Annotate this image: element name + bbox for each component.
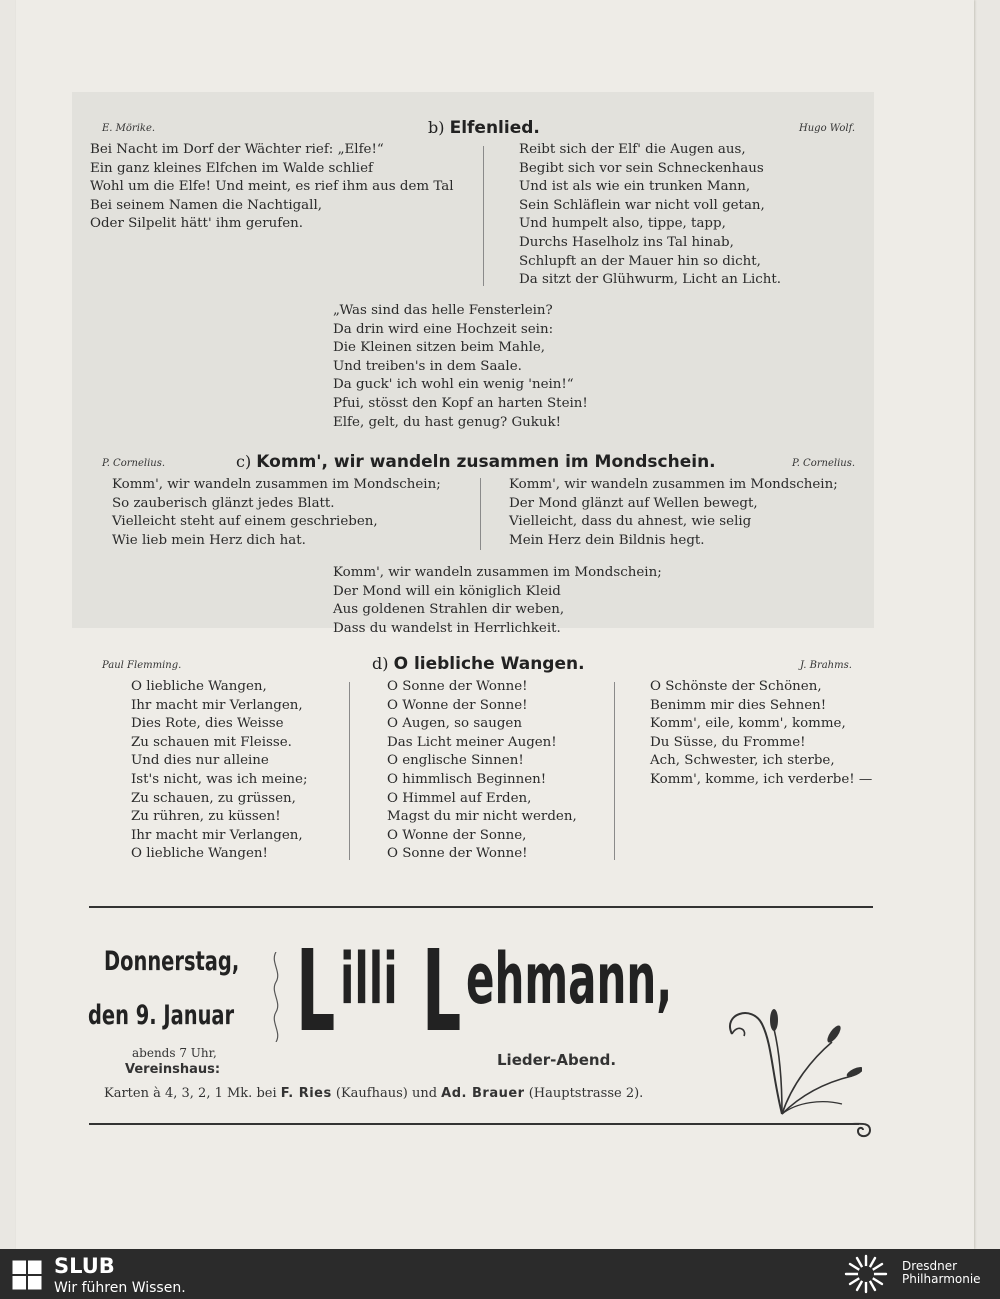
verse-line: Zu schauen mit Fleisse. [131, 734, 292, 750]
advert-date: den 9. Januar [88, 1000, 235, 1031]
tickets-text: Karten à 4, 3, 2, 1 Mk. bei [104, 1086, 277, 1101]
verse-line: Du Süsse, du Fromme! [650, 734, 806, 750]
song-c-title [236, 452, 716, 472]
verse-line: Dass du wandelst in Herrlichkeit. [333, 620, 561, 636]
verse-line: Aus goldenen Strahlen dir weben, [333, 602, 565, 618]
song-b-title [428, 118, 540, 138]
verse-line: Mein Herz dein Bildnis hegt. [509, 532, 705, 548]
column-divider [483, 146, 484, 286]
verse-line: Sein Schläflein war nicht voll getan, [519, 197, 765, 213]
verse-line: Ach, Schwester, ich sterbe, [650, 753, 835, 769]
advert-top-rule [89, 906, 873, 908]
verse-line: Da guck' ich wohl ein wenig 'nein!“ [333, 377, 574, 393]
song-b-composer: Hugo Wolf. [799, 123, 856, 134]
verse-line: O liebliche Wangen, [131, 679, 267, 694]
verse-line: Vielleicht steht auf einem geschrieben, [112, 514, 378, 530]
verse-line: Die Kleinen sitzen beim Mahle, [333, 340, 546, 356]
song-c-poet: P. Cornelius. [102, 458, 166, 469]
verse-line: Durchs Haselholz ins Tal hinab, [519, 234, 734, 250]
verse-line: Ein ganz kleines Elfchen im Walde schlief [90, 160, 373, 176]
song-d-col1-verse [131, 678, 307, 864]
verse-line: Da sitzt der Glühwurm, Licht an Licht. [519, 272, 782, 288]
advert-divider-flourish [268, 952, 284, 1042]
partner-name-line-2: Philharmonie [902, 1272, 981, 1286]
verse-line: O himmlisch Beginnen! [387, 771, 547, 787]
verse-line: O liebliche Wangen! [131, 846, 268, 862]
song-d-composer: J. Brahms. [800, 660, 852, 671]
ticket-seller-1: F. Ries [280, 1086, 332, 1101]
philharmonie-logo-icon [842, 1254, 890, 1294]
ticket-seller-1-location: (Kaufhaus) und [335, 1086, 438, 1101]
verse-line: Bei seinem Namen die Nachtigall, [90, 197, 322, 213]
slub-logo-icon [10, 1258, 44, 1292]
verse-line: Der Mond will ein königlich Kleid [333, 583, 561, 599]
column-divider [480, 478, 481, 550]
verse-line: Der Mond glänzt auf Wellen bewegt, [509, 495, 758, 511]
verse-line: O Schönste der Schönen, [650, 679, 822, 694]
verse-line: Magst du mir nicht werden, [387, 809, 577, 825]
song-d-title-text: O liebliche Wangen. [393, 654, 585, 674]
advert-day: Donnerstag, [104, 946, 240, 977]
verse-line: Zu rühren, zu küssen! [131, 809, 281, 825]
advert-artist-initial-1: L [296, 927, 336, 1057]
verse-line: Da drin wird eine Hochzeit sein: [333, 321, 554, 337]
verse-line: Schlupft an der Mauer hin so dicht, [519, 253, 761, 269]
verse-line: Ist's nicht, was ich meine; [131, 771, 308, 787]
advert-venue: Vereinshaus: [125, 1062, 221, 1077]
verse-line: Ihr macht mir Verlangen, [131, 697, 303, 713]
song-d-poet: Paul Flemming. [102, 660, 182, 671]
verse-line: Oder Silpelit hätt' ihm gerufen. [90, 216, 304, 232]
verse-line: O Sonne der Wonne! [387, 846, 528, 862]
advert-time: abends 7 Uhr, [132, 1046, 217, 1060]
verse-line: Bei Nacht im Dorf der Wächter rief: „Elfe!“ [90, 142, 384, 157]
song-c-center-verse [333, 564, 662, 638]
verse-line: Das Licht meiner Augen! [387, 734, 557, 750]
partner-name-line-1: Dresdner [902, 1259, 958, 1273]
verse-line: Vielleicht, dass du ahnest, wie selig [509, 514, 752, 530]
verse-line: Und dies nur alleine [131, 753, 269, 769]
song-b-poet: E. Mörike. [102, 123, 156, 134]
song-b-right-verse [519, 141, 781, 290]
verse-line: Begibt sich vor sein Schneckenhaus [519, 160, 764, 176]
verse-line: „Was sind das helle Fensterlein? [333, 303, 553, 318]
verse-line: Komm', komme, ich verderbe! — [650, 771, 873, 787]
song-b-title-prefix: b) [428, 118, 445, 137]
verse-line: Pfui, stösst den Kopf an harten Stein! [333, 395, 588, 411]
song-c-title-text: Komm', wir wandeln zusammen im Mondschein. [256, 452, 716, 472]
advert-artist-last: ehmann, [466, 938, 673, 1020]
ticket-seller-2-location: (Hauptstrasse 2). [528, 1086, 644, 1101]
song-d-col3-verse [650, 678, 872, 790]
song-c-title-prefix: c) [236, 452, 252, 471]
library-name: SLUB [54, 1254, 115, 1278]
verse-line: Komm', wir wandeln zusammen im Mondschein; [333, 565, 662, 580]
verse-line: O englische Sinnen! [387, 753, 524, 769]
rule-end-flourish-icon [850, 1118, 874, 1140]
advert-event: Lieder-Abend. [497, 1051, 617, 1069]
ticket-seller-2: Ad. Brauer [441, 1086, 525, 1101]
footer-bar [0, 1249, 1000, 1299]
song-d-col2-verse [387, 678, 577, 864]
verse-line: O Wonne der Sonne! [387, 697, 528, 713]
verse-line: So zauberisch glänzt jedes Blatt. [112, 495, 335, 511]
verse-line: Komm', wir wandeln zusammen im Mondschein; [112, 477, 441, 492]
column-divider [614, 682, 615, 860]
verse-line: Elfe, gelt, du hast genug? Gukuk! [333, 414, 562, 430]
verse-line: Wie lieb mein Herz dich hat. [112, 532, 306, 548]
verse-line: Und humpelt also, tippe, tapp, [519, 216, 726, 232]
advert-tickets [104, 1086, 643, 1101]
verse-line: Komm', wir wandeln zusammen im Mondschein; [509, 477, 838, 492]
verse-line: Wohl um die Elfe! Und meint, es rief ihm aus dem Tal [90, 179, 454, 195]
advert-artist-first: illi [340, 938, 398, 1020]
song-b-center-verse [333, 302, 588, 432]
column-divider [349, 682, 350, 860]
verse-line: Ihr macht mir Verlangen, [131, 827, 303, 843]
song-c-composer: P. Cornelius. [792, 458, 856, 469]
verse-line: O Sonne der Wonne! [387, 679, 528, 694]
song-b-left-verse [90, 141, 454, 234]
verse-line: Reibt sich der Elf' die Augen aus, [519, 142, 746, 157]
library-tagline: Wir führen Wissen. [54, 1280, 186, 1296]
cattail-ornament-icon [712, 1004, 862, 1124]
verse-line: O Wonne der Sonne, [387, 827, 527, 843]
verse-line: Und treiben's in dem Saale. [333, 358, 522, 374]
verse-line: O Augen, so saugen [387, 716, 522, 732]
advert-bottom-rule [89, 1123, 859, 1125]
verse-line: Komm', eile, komm', komme, [650, 716, 846, 732]
advert-artist-initial-2: L [422, 927, 462, 1057]
song-d-title-prefix: d) [372, 654, 389, 673]
verse-line: Dies Rote, dies Weisse [131, 716, 284, 732]
song-c-left-verse [112, 476, 441, 550]
verse-line: Zu schauen, zu grüssen, [131, 790, 296, 806]
verse-line: Benimm mir dies Sehnen! [650, 697, 827, 713]
song-d-title [372, 654, 585, 674]
verse-line: Und ist als wie ein trunken Mann, [519, 179, 751, 195]
song-c-right-verse [509, 476, 838, 550]
verse-line: O Himmel auf Erden, [387, 790, 532, 806]
song-b-title-text: Elfenlied. [449, 118, 540, 138]
